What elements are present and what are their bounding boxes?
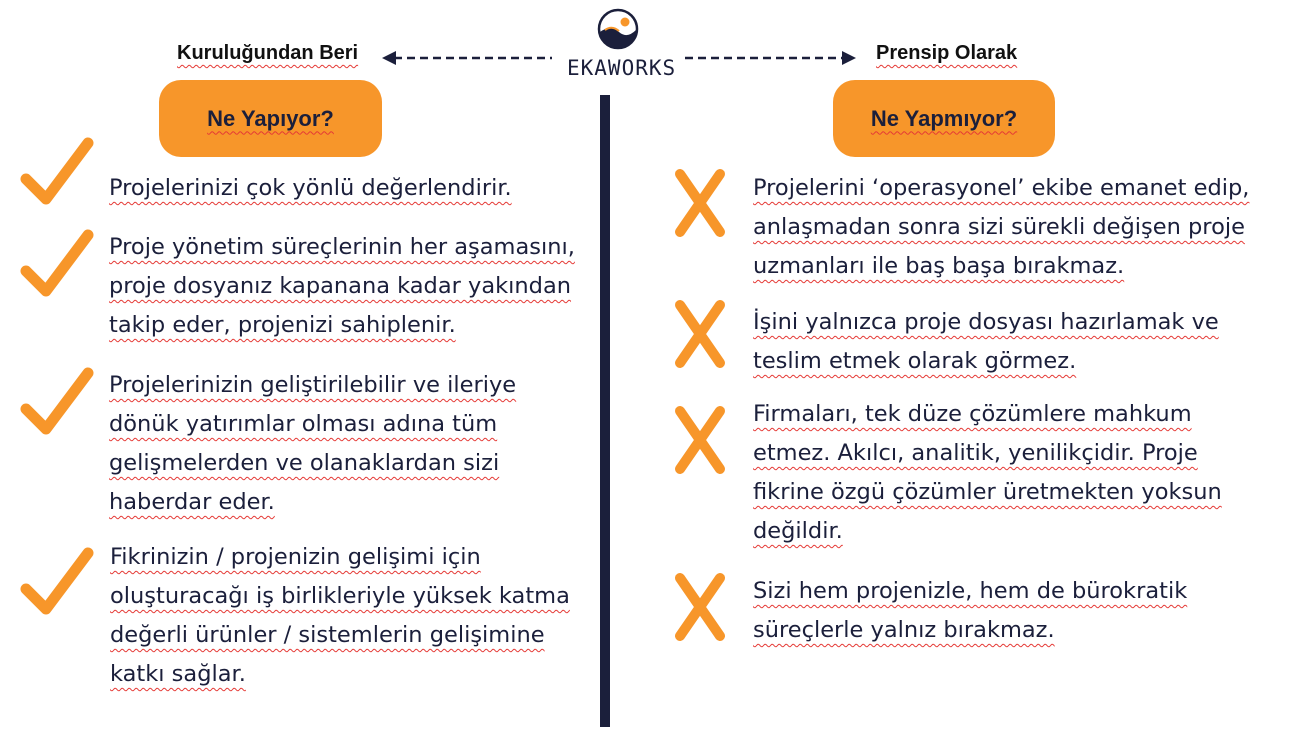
x-icon [672, 570, 728, 644]
list-item: Projelerinizi çok yönlü değerlendirir. [109, 175, 512, 201]
list-item: Proje yönetim süreçlerinin her aşamasını, proje dosyanız kapanana kadar yakından takip eder, projenizi sahiplenir. [109, 234, 575, 338]
what-it-does-pill: Ne Yapıyor? [159, 80, 382, 157]
ekaworks-logo-icon [597, 8, 639, 50]
arrow-left-icon [380, 48, 555, 68]
check-icon [20, 545, 94, 621]
x-icon [672, 403, 728, 477]
check-icon [20, 135, 94, 211]
x-icon [672, 166, 728, 240]
logo [567, 8, 677, 88]
list-item: Firmaları, tek düze çözümlere mahkum etmez. Akılcı, analitik, yenilikçidir. Proje fikrine özgü çözümler üretmekten yoksun değildir. [753, 401, 1222, 544]
list-item: Sizi hem projenizle, hem de bürokratik süreçlerle yalnız bırakmaz. [753, 578, 1188, 643]
x-icon [672, 297, 728, 371]
center-divider [600, 95, 610, 727]
arrow-right-icon [683, 48, 858, 68]
list-item: Projelerini ‘operasyonel’ ekibe emanet edip, anlaşmadan sonra sizi sürekli değişen proje uzmanları ile baş başa bırakmaz. [753, 175, 1250, 279]
list-item: Projelerinizin geliştirilebilir ve ileriye dönük yatırımlar olması adına tüm gelişmelerden ve olanaklardan sizi haberdar eder. [109, 372, 517, 515]
right-heading: Prensip Olarak [876, 42, 1018, 64]
left-heading: Kuruluğundan Beri [177, 42, 359, 64]
what-it-does-not-pill: Ne Yapmıyor? [833, 80, 1055, 157]
list-item: İşini yalnızca proje dosyası hazırlamak ve teslim etmek olarak görmez. [753, 309, 1219, 374]
check-icon [20, 365, 94, 441]
list-item: Fikrinizin / projenizin gelişimi için oluşturacağı iş birlikleriyle yüksek katma değerli ürünler / sistemlerin gelişimine katkı sağlar. [110, 544, 570, 687]
logo-text: EKAWORKS [567, 56, 677, 80]
check-icon [20, 227, 94, 303]
